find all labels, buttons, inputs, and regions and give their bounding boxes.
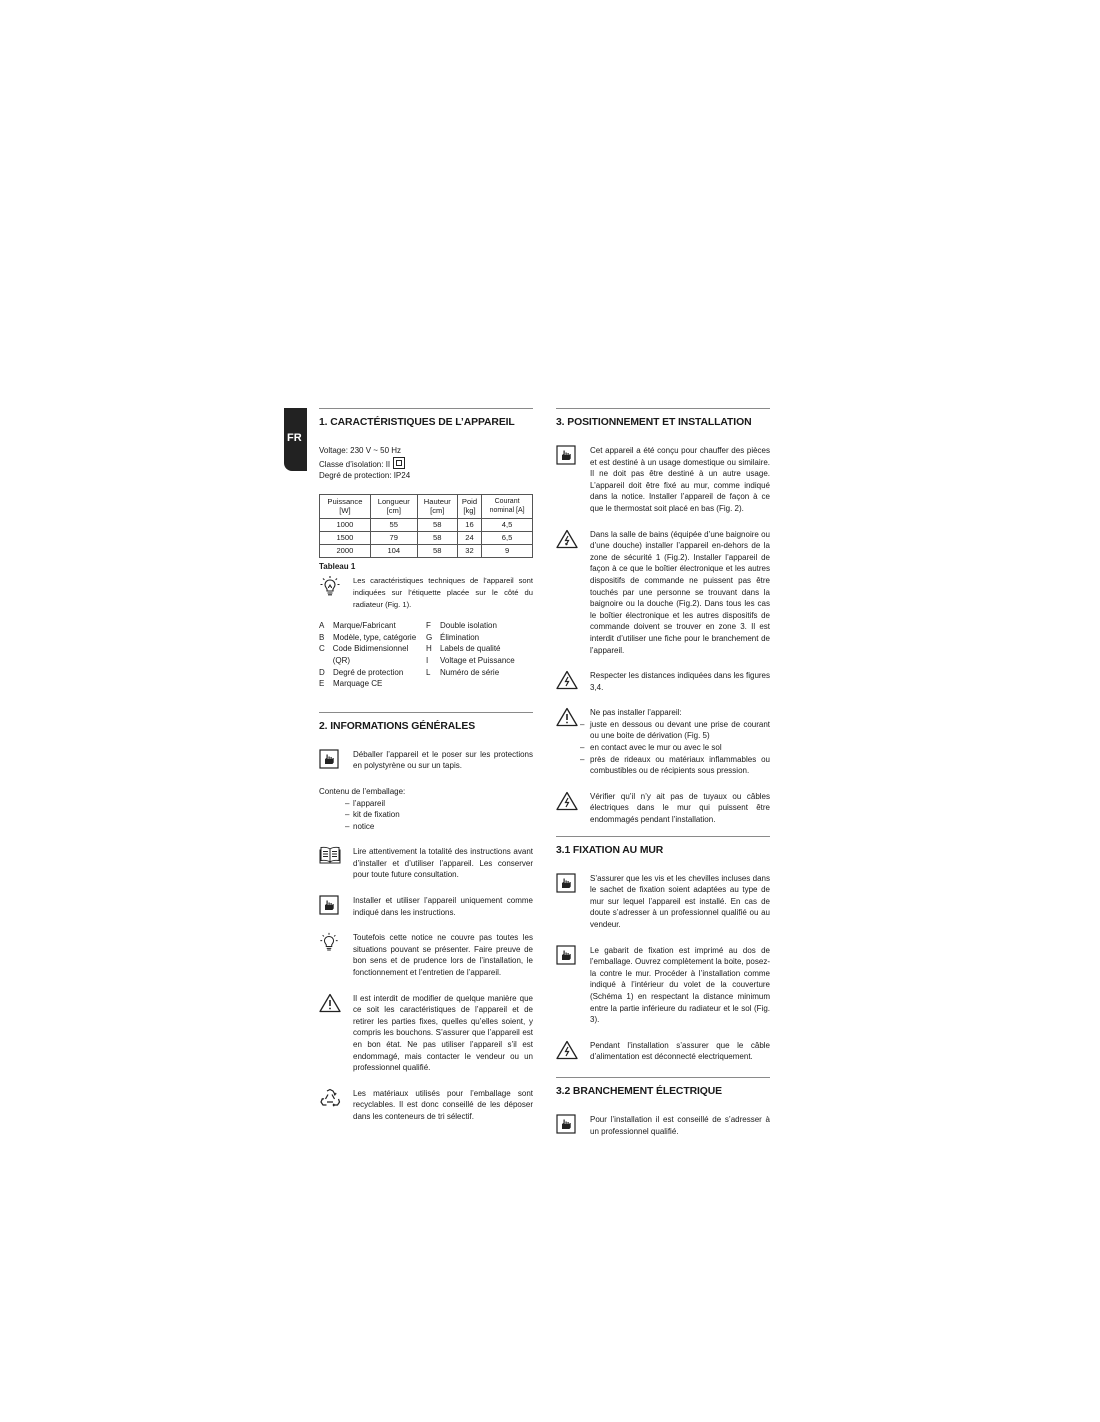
legend-item: A Marque/Fabricant <box>319 621 396 631</box>
lightbulb-icon <box>319 932 353 978</box>
note-recycle <box>319 1088 533 1123</box>
section-title-3: 3. POSITIONNEMENT ET INSTALLATION <box>556 408 770 429</box>
note-do-not-install <box>556 707 770 777</box>
section-title-3-1: 3.1 FIXATION AU MUR <box>556 836 770 857</box>
label-legend <box>319 620 533 690</box>
protection-text: Degré de protection: IP24 <box>319 471 411 481</box>
table-cell: 79 <box>370 531 417 544</box>
section-title-3-2: 3.2 BRANCHEMENT ÉLECTRIQUE <box>556 1077 770 1098</box>
recycle-text: Les matériaux utilisés pour l’emballage sont recyclables. Il est donc conseillé de les déposer dans les conteneurs de tri sélectif. <box>353 1088 533 1121</box>
electric-hazard-icon <box>556 529 590 657</box>
table-caption: Tableau 1 <box>319 561 356 571</box>
table-header-cell: Courant nominal [A] <box>482 494 533 518</box>
read-instructions-text: Lire attentivement la totalité des instructions avant d’installer et d’utiliser l’appareil. Les conserver pour toute future consultation. <box>353 847 533 880</box>
unpack-text: Déballer l’appareil et le poser sur les protections en polystyrène ou sur un tapis. <box>353 749 533 771</box>
common-sense-text: Toutefois cette notice ne couvre pas toutes les situations pouvant se présenter. Faire preuve de bon sens et de prudence lors de l’installation, le fonctionnement et l’entretien de l’appareil. <box>353 933 533 978</box>
hand-instruction-icon <box>319 749 353 772</box>
legend-column-right <box>426 620 533 690</box>
table-header-cell: Longueur [cm] <box>370 494 417 518</box>
spec-block <box>319 445 533 482</box>
do-not-install-block <box>590 707 770 777</box>
legend-item: L Numéro de série <box>426 667 500 677</box>
hand-instruction-icon <box>556 945 590 1026</box>
open-book-icon <box>319 846 353 881</box>
note-template <box>556 945 770 1026</box>
note-screws <box>556 873 770 931</box>
distances-text: Respecter les distances indiquées dans les figures 3,4. <box>590 671 770 692</box>
do-not-modify-text: Il est interdit de modifier de quelque manière que ce soit les caractéristiques de l’appareil et de retirer les parties fixes, quelles qu’elles soient, y compris les bouchons. S’assurer que l’appareil est en bon état. Ne pas utiliser l’appareil s’il est endommagé, mais contacter le vendeur ou un professionnel qualifié. <box>353 993 533 1073</box>
table-cell: 6,5 <box>482 531 533 544</box>
check-pipes-text: Vérifier qu’il n’y ait pas de tuyaux ou câbles électriques dans le mur qui puissent être endommagés pendant l’installation. <box>590 791 770 825</box>
class-text: Classe d’isolation: II <box>319 459 391 469</box>
legend-item: C Code Bidimensionnel (QR) <box>319 644 409 665</box>
contents-list <box>319 798 533 833</box>
template-text: Le gabarit de fixation est imprimé au dos de l’emballage. Ouvrez complètement la boite, posez-la contre le mur. Procéder à l’installation comme indiqué à l’intérieur du volet de la couverture (Schéma 1) en respectant la distance minimum entre la partie inférieure du radiateur et le sol (Fig. 3). <box>590 945 770 1025</box>
legend-item: B Modèle, type, catégorie <box>319 632 417 642</box>
table-cell: 1000 <box>320 518 371 531</box>
note-intended-use <box>556 445 770 515</box>
list-item: – près de rideaux ou matériaux inflammables ou combustibles ou de récipients sous pression. <box>580 754 770 777</box>
class-line <box>319 457 533 471</box>
recycle-icon <box>319 1088 353 1123</box>
spec-table <box>319 494 533 558</box>
table-cell: 4,5 <box>482 518 533 531</box>
list-item: – juste en dessous ou devant une prise de courant ou une boite de dérivation (Fig. 5) <box>580 719 770 742</box>
right-column <box>556 408 770 1151</box>
table-header-cell: Hauteur [cm] <box>417 494 457 518</box>
note-common-sense <box>319 932 533 978</box>
note-use-as-indicated <box>319 895 533 918</box>
legend-item: D Degré de protection <box>319 667 404 677</box>
table-row <box>320 518 533 531</box>
legend-item: F Double isolation <box>426 621 497 631</box>
electric-hazard-icon <box>556 1040 590 1063</box>
electrician-text: Pour l’installation il est conseillé de s’adresser à un professionnel qualifié. <box>590 1114 770 1136</box>
do-not-install-intro: Ne pas installer l’appareil: <box>590 708 682 718</box>
table-cell: 58 <box>417 518 457 531</box>
list-item: – kit de fixation <box>319 809 533 821</box>
list-item: – en contact avec le mur ou avec le sol <box>580 742 770 754</box>
intended-use-text: Cet appareil a été conçu pour chauffer des pièces et est destiné à un usage domestique ou similaire. Il ne doit pas être destiné à un autre usage. L’appareil doit être fixé au mur, comme indiqué dans la notice. Installer l’appareil de façon à ce que le thermostat soit placé en bas (Fig. 2). <box>590 446 770 513</box>
electric-hazard-icon <box>556 791 590 826</box>
do-not-install-list <box>580 719 770 777</box>
contents-label: Contenu de l’emballage: <box>319 786 406 796</box>
table-cell: 32 <box>457 544 481 557</box>
note-tip-label <box>319 575 533 610</box>
legend-item: H Labels de qualité <box>426 644 501 654</box>
tip-text: Les caractéristiques techniques de l’appareil sont indiquées sur l’étiquette placée sur le côté du radiateur (Fig. 1). <box>353 576 533 609</box>
legend-item: E Marquage CE <box>319 679 383 689</box>
voltage-text: Voltage: 230 V ~ 50 Hz <box>319 446 402 455</box>
table-cell: 2000 <box>320 544 371 557</box>
hand-instruction-icon <box>556 1114 590 1137</box>
note-disconnect <box>556 1040 770 1063</box>
legend-column-left <box>319 620 426 690</box>
language-tab-label: FR <box>287 432 302 444</box>
section-title-1: 1. CARACTÉRISTIQUES DE L’APPAREIL <box>319 408 533 429</box>
use-as-indicated-text: Installer et utiliser l’appareil uniquement comme indiqué dans les instructions. <box>353 896 533 917</box>
language-tab <box>284 408 307 471</box>
note-read-instructions <box>319 846 533 881</box>
table-row <box>320 531 533 544</box>
table-cell: 24 <box>457 531 481 544</box>
table-header-row <box>320 494 533 518</box>
list-item: – notice <box>319 821 533 833</box>
warning-triangle-icon <box>556 707 590 777</box>
screws-text: S’assurer que les vis et les chevilles incluses dans le sachet de fixation soient adaptées au type de mur sur lequel l’appareil est installé. En cas de doute s’adresser à un professionnel qualifié ou au vendeur. <box>590 873 770 929</box>
lightbulb-icon <box>319 575 353 610</box>
double-insulation-icon <box>393 457 405 469</box>
table-cell: 58 <box>417 531 457 544</box>
bathroom-text: Dans la salle de bains (équipée d’une baignoire ou d’une douche) installer l’appareil en-dehors de la zone de sécurité 1 (Fig.2). Installer l’appareil de façon à ce que le boîtier électronique et les autres dispositifs de commande ne puissent pas être touchés par une personne se trouvant dans la baignoire ou la douche (Fig.2). Dans tous les cas le boîtier électronique et les autres dispositifs de commande doivent se trouver en zone 3. Il est interdit d’utiliser une fiche pour le branchement de l’appareil. <box>590 529 770 655</box>
legend-item: G Élimination <box>426 632 480 642</box>
section-title-2: 2. INFORMATIONS GÉNÉRALES <box>319 712 533 733</box>
electric-hazard-icon <box>556 670 590 693</box>
table-cell: 1500 <box>320 531 371 544</box>
note-electrician <box>556 1114 770 1137</box>
list-item: – l’appareil <box>319 798 533 810</box>
hand-instruction-icon <box>556 445 590 515</box>
table-cell: 104 <box>370 544 417 557</box>
note-do-not-modify <box>319 993 533 1074</box>
note-distances <box>556 670 770 693</box>
table-cell: 55 <box>370 518 417 531</box>
table-cell: 9 <box>482 544 533 557</box>
table-header-cell: Poid [kg] <box>457 494 481 518</box>
note-bathroom <box>556 529 770 657</box>
legend-item: I Voltage et Puissance <box>426 655 515 665</box>
warning-triangle-icon <box>319 993 353 1074</box>
disconnect-text: Pendant l’installation s’assurer que le câble d’alimentation est déconnecté electriquement. <box>590 1040 770 1062</box>
note-unpack <box>319 749 533 772</box>
table-header-cell: Puissance [W] <box>320 494 371 518</box>
table-cell: 58 <box>417 544 457 557</box>
hand-instruction-icon <box>556 873 590 931</box>
table-row <box>320 544 533 557</box>
note-check-pipes <box>556 791 770 826</box>
left-column <box>319 408 533 1137</box>
hand-instruction-icon <box>319 895 353 918</box>
table-cell: 16 <box>457 518 481 531</box>
